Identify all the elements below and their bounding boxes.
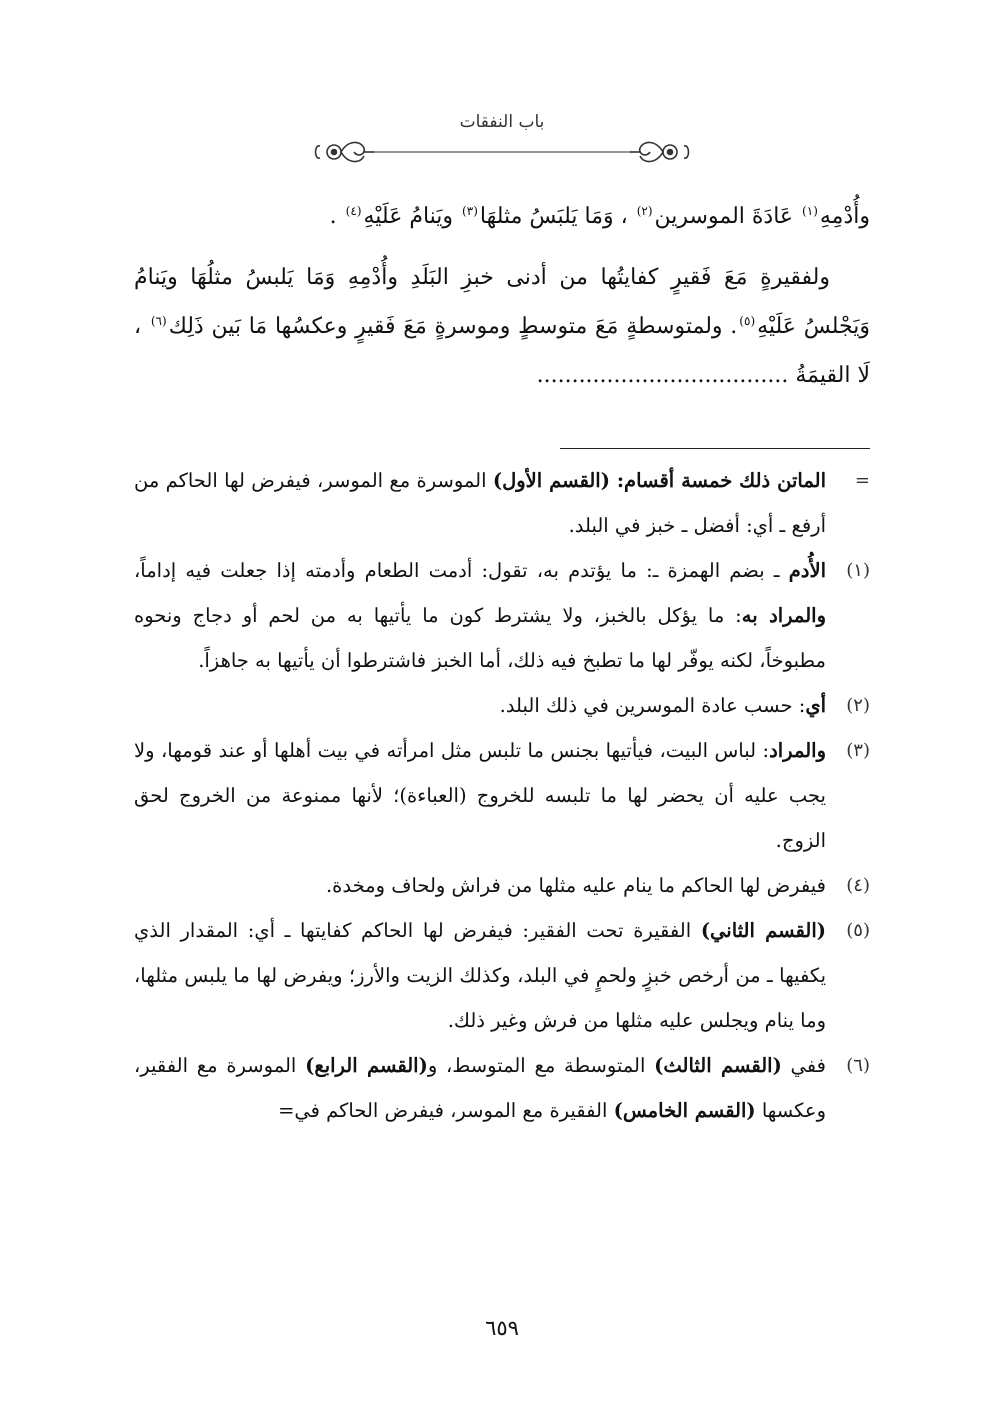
- main-text: [134, 192, 870, 400]
- ornament-divider-icon: [312, 134, 692, 170]
- footnote-number: =: [854, 470, 870, 491]
- footnote-ref-2[interactable]: (٢): [636, 203, 653, 218]
- footnote-ref-3[interactable]: (٣): [462, 203, 478, 218]
- footnote-number: (١): [846, 560, 870, 581]
- footnote-4: [134, 863, 870, 908]
- footnote-ref-6[interactable]: (٦): [150, 313, 167, 328]
- main-paragraph-2: ولفقيرةٍ مَعَ فَقيرٍ كفايتُها من أدنى خبزِ البَلَدِ وأُدْمِهِ وَمَا يَلبسُ مثلُهَا ويَنامُ وَيَجْلسُ عَلَيْهِ$^{(٥)}$. ولمتوسطةٍ مَعَ متوسطٍ وموسرةٍ مَعَ فَقيرٍ وعكسُها مَا بَين ذَلِك$^{(٦)}$ ، لَا القيمَةُ ....................................: [134, 265, 870, 388]
- footnote-number: (٦): [846, 1055, 870, 1076]
- footnote-1: [134, 548, 870, 683]
- running-header: باب النفقات: [459, 112, 545, 132]
- footnotes: [134, 458, 870, 1133]
- footnote-number: (٢): [846, 695, 870, 716]
- footnote-2: [134, 683, 870, 728]
- footnote-separator: [560, 448, 870, 449]
- footnote-ref-4[interactable]: (٤): [345, 203, 362, 218]
- footnote-number: (٣): [846, 740, 870, 761]
- footnote-text: الأُدم ـ بضم الهمزة ـ: ما يؤتدم به، تقول: أدمت الطعام وأدمته إذا جعلت فيه إداماً، والمراد به: ما يؤكل بالخبز، ولا يشترط كون ما يأتيها به من لحم أو دجاج ونحوه مطبوخاً، لكنه يوفّر لها ما تطبخ فيه ذلك، أما الخبز فاشترطوا أن يأتيها به جاهزاً.: [134, 559, 826, 672]
- footnote-text: الماتن ذلك خمسة أقسام: (القسم الأول) الموسرة مع الموسر، فيفرض لها الحاكم من أرفع ـ أي: أفضل ـ خبز في البلد.: [134, 469, 826, 537]
- footnote-continuation: [134, 458, 870, 548]
- footnote-number: (٤): [846, 875, 870, 896]
- footnote-6: [134, 1043, 870, 1133]
- footnote-text: ففي (القسم الثالث) المتوسطة مع المتوسط، و(القسم الرابع) الموسرة مع الفقير، وعكسها (القسم الخامس) الفقيرة مع الموسر، فيفرض الحاكم في=: [134, 1054, 826, 1122]
- footnote-ref-1[interactable]: (١): [802, 203, 818, 218]
- footnote-3: [134, 728, 870, 863]
- footnote-text: فيفرض لها الحاكم ما ينام عليه مثلها من فراش ولحاف ومخدة.: [325, 874, 826, 897]
- footnote-text: (القسم الثاني) الفقيرة تحت الفقير: فيفرض لها الحاكم كفايتها ـ أي: المقدار الذي يكفيها ـ من أرخص خبزٍ ولحمٍ في البلد، وكذلك الزيت والأرز؛ ويفرض لها ما يلبس مثلها، وما ينام ويجلس عليه مثلها من فرش وغير ذلك.: [134, 919, 826, 1032]
- footnote-5: [134, 908, 870, 1043]
- page-number: ٦٥٩: [485, 1316, 519, 1340]
- footnote-ref-5[interactable]: (٥): [739, 313, 756, 328]
- footnote-text: والمراد: لباس البيت، فيأتيها بجنس ما تلبس مثل امرأته في بيت أهلها أو عند قومها، ولا يجب عليه أن يحضر لها ما تلبسه للخروج (العباءة)؛ لأنها ممنوعة من الخروج لحق الزوج.: [134, 739, 826, 852]
- footnote-text: أي: حسب عادة الموسرين في ذلك البلد.: [499, 694, 826, 717]
- footnote-number: (٥): [846, 920, 870, 941]
- main-line-1: وأُدْمِهِ$^{(١)}$ عَادَةَ الموسرين$^{(٢)}$ ، وَمَا يَلبَسُ مثلهَا$^{(٣)}$ ويَنامُ عَلَيْهِ$^{(٤)}$ .: [329, 203, 870, 229]
